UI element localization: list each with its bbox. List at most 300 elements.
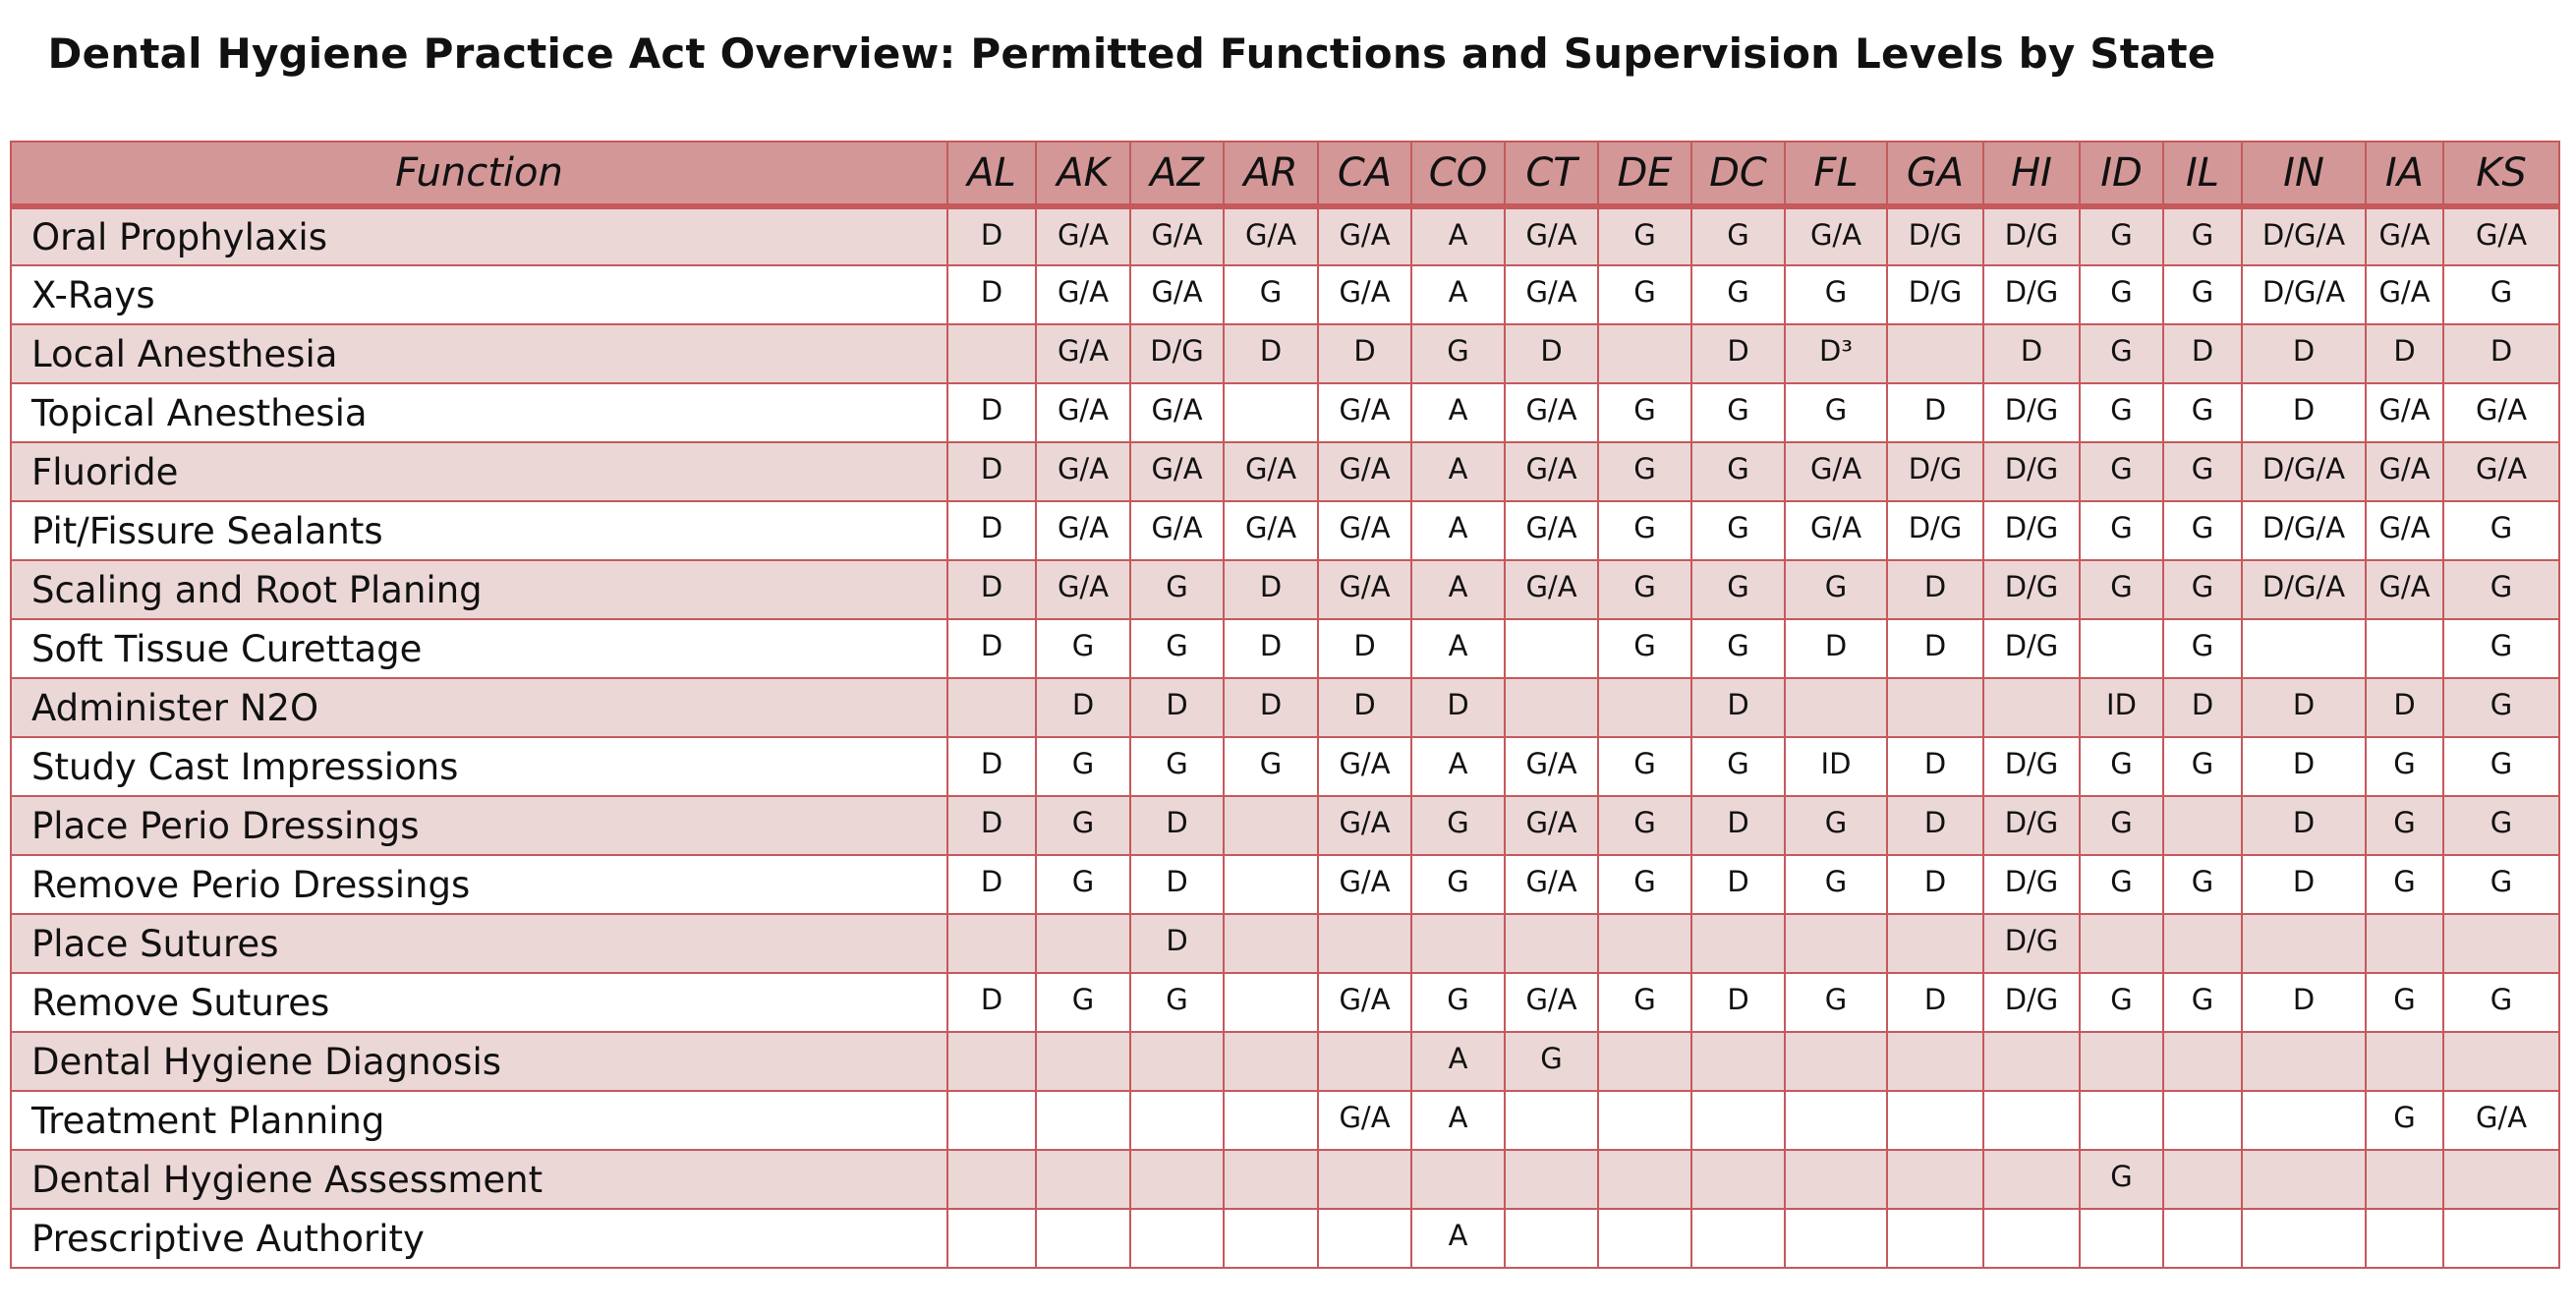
- supervision-cell: [2443, 1032, 2559, 1091]
- supervision-cell: [1983, 1150, 2080, 1209]
- supervision-cell: G: [1598, 796, 1691, 855]
- supervision-cell: G: [2080, 855, 2163, 914]
- supervision-cell: [1598, 678, 1691, 737]
- supervision-cell: G/A: [1224, 206, 1318, 265]
- supervision-cell: G/A: [1318, 383, 1411, 442]
- function-label: Dental Hygiene Assessment: [11, 1150, 947, 1209]
- supervision-cell: [2163, 914, 2242, 973]
- supervision-cell: G: [1785, 796, 1887, 855]
- supervision-cell: G: [1785, 855, 1887, 914]
- table-row: [11, 796, 2559, 855]
- supervision-cell: D: [1887, 737, 1983, 796]
- supervision-cell: [1983, 678, 2080, 737]
- supervision-cell: G/A: [1036, 442, 1130, 501]
- supervision-cell: [1224, 973, 1318, 1032]
- supervision-cell: G/A: [1505, 383, 1598, 442]
- supervision-cell: D: [947, 560, 1036, 619]
- supervision-cell: [2366, 1150, 2443, 1209]
- supervision-cell: G/A: [2366, 206, 2443, 265]
- supervision-cell: D: [1318, 678, 1411, 737]
- supervision-cell: D: [1887, 619, 1983, 678]
- state-column-header: HI: [1983, 142, 2080, 206]
- supervision-cell: G/A: [2366, 442, 2443, 501]
- supervision-cell: G/A: [1318, 442, 1411, 501]
- supervision-cell: G/A: [1318, 501, 1411, 560]
- supervision-cell: G/A: [1318, 737, 1411, 796]
- table-row: [11, 1032, 2559, 1091]
- supervision-cell: G: [1130, 737, 1224, 796]
- supervision-cell: D: [1691, 324, 1785, 383]
- supervision-cell: G: [2080, 737, 2163, 796]
- supervision-cell: [1318, 1150, 1411, 1209]
- supervision-cell: G/A: [1130, 265, 1224, 324]
- supervision-cell: [2242, 1032, 2366, 1091]
- supervision-cell: D/G: [1983, 737, 2080, 796]
- function-label: Remove Perio Dressings: [11, 855, 947, 914]
- supervision-cell: G/A: [1505, 973, 1598, 1032]
- supervision-cell: G: [2443, 501, 2559, 560]
- supervision-cell: G: [1785, 383, 1887, 442]
- supervision-cell: [2242, 1150, 2366, 1209]
- supervision-cell: [1887, 914, 1983, 973]
- supervision-cell: D: [1983, 324, 2080, 383]
- function-label: Soft Tissue Curettage: [11, 619, 947, 678]
- supervision-cell: G/A: [2443, 383, 2559, 442]
- supervision-cell: G/A: [2366, 265, 2443, 324]
- supervision-cell: G: [2366, 796, 2443, 855]
- supervision-cell: G: [1785, 560, 1887, 619]
- supervision-cell: G: [1224, 265, 1318, 324]
- supervision-cell: G: [1785, 265, 1887, 324]
- supervision-cell: G: [2080, 560, 2163, 619]
- supervision-cell: G: [1691, 560, 1785, 619]
- supervision-cell: G: [2366, 855, 2443, 914]
- supervision-cell: D: [1785, 619, 1887, 678]
- supervision-cell: [1130, 1150, 1224, 1209]
- supervision-cell: A: [1411, 206, 1505, 265]
- state-column-header: AL: [947, 142, 1036, 206]
- supervision-cell: D/G/A: [2242, 442, 2366, 501]
- supervision-cell: [1983, 1032, 2080, 1091]
- supervision-cell: G/A: [1224, 442, 1318, 501]
- supervision-cell: G: [2163, 501, 2242, 560]
- supervision-cell: G: [1224, 737, 1318, 796]
- table-row: [11, 737, 2559, 796]
- table-row: [11, 383, 2559, 442]
- supervision-cell: G/A: [1130, 501, 1224, 560]
- supervision-cell: G: [1130, 973, 1224, 1032]
- supervision-cell: [1224, 1150, 1318, 1209]
- supervision-cell: D: [1411, 678, 1505, 737]
- supervision-cell: [1130, 1209, 1224, 1268]
- supervision-cell: D/G: [1983, 383, 2080, 442]
- table-row: [11, 206, 2559, 265]
- supervision-cell: G: [1130, 560, 1224, 619]
- supervision-cell: A: [1411, 1091, 1505, 1150]
- supervision-cell: [1224, 914, 1318, 973]
- supervision-cell: G: [2163, 265, 2242, 324]
- table-row: [11, 678, 2559, 737]
- supervision-cell: [2163, 1091, 2242, 1150]
- supervision-cell: D: [1130, 796, 1224, 855]
- supervision-cell: D: [947, 737, 1036, 796]
- supervision-cell: D/G: [1983, 973, 2080, 1032]
- supervision-cell: [2366, 619, 2443, 678]
- supervision-cell: [1598, 324, 1691, 383]
- supervision-cell: [1691, 1091, 1785, 1150]
- supervision-cell: D/G: [1983, 796, 2080, 855]
- supervision-cell: [1130, 1032, 1224, 1091]
- function-label: Fluoride: [11, 442, 947, 501]
- supervision-cell: G/A: [1318, 855, 1411, 914]
- state-column-header: FL: [1785, 142, 1887, 206]
- supervision-cell: D: [2163, 324, 2242, 383]
- supervision-cell: G: [1598, 619, 1691, 678]
- supervision-cell: [1691, 1209, 1785, 1268]
- supervision-cell: [1036, 1091, 1130, 1150]
- supervision-cell: D: [1691, 796, 1785, 855]
- supervision-cell: G/A: [1130, 442, 1224, 501]
- supervision-cell: [1691, 1150, 1785, 1209]
- supervision-cell: D: [1318, 324, 1411, 383]
- supervision-cell: [1224, 1091, 1318, 1150]
- supervision-cell: D: [2242, 737, 2366, 796]
- supervision-cell: D: [1887, 560, 1983, 619]
- page-title-wrap: [0, 29, 2576, 78]
- supervision-cell: D/G: [1887, 265, 1983, 324]
- table-row: [11, 619, 2559, 678]
- supervision-cell: [2163, 796, 2242, 855]
- function-label: Place Perio Dressings: [11, 796, 947, 855]
- supervision-cell: ID: [1785, 737, 1887, 796]
- supervision-cell: G: [1411, 855, 1505, 914]
- supervision-cell: A: [1411, 501, 1505, 560]
- supervision-cell: D: [2366, 324, 2443, 383]
- supervision-cell: D: [1318, 619, 1411, 678]
- supervision-cell: [2242, 1091, 2366, 1150]
- function-label: X-Rays: [11, 265, 947, 324]
- supervision-cell: [947, 1091, 1036, 1150]
- supervision-cell: [1224, 796, 1318, 855]
- supervision-cell: D: [1691, 678, 1785, 737]
- practice-act-table: [10, 141, 2560, 1269]
- supervision-cell: [1785, 1032, 1887, 1091]
- supervision-cell: G/A: [1036, 560, 1130, 619]
- supervision-cell: [1887, 324, 1983, 383]
- supervision-cell: G/A: [1505, 265, 1598, 324]
- supervision-cell: D: [947, 501, 1036, 560]
- supervision-cell: G/A: [1505, 796, 1598, 855]
- page-title: Dental Hygiene Practice Act Overview: Permitted Functions and Supervision Levels by State: [47, 29, 2216, 78]
- supervision-cell: D: [1224, 324, 1318, 383]
- supervision-cell: G: [2080, 442, 2163, 501]
- supervision-cell: [1318, 1209, 1411, 1268]
- supervision-cell: D: [947, 619, 1036, 678]
- supervision-cell: D: [2242, 383, 2366, 442]
- supervision-cell: G: [2443, 973, 2559, 1032]
- supervision-cell: [2443, 1150, 2559, 1209]
- supervision-cell: G/A: [1505, 442, 1598, 501]
- supervision-cell: A: [1411, 737, 1505, 796]
- table-row: [11, 1209, 2559, 1268]
- supervision-cell: [2443, 1209, 2559, 1268]
- supervision-cell: [1505, 678, 1598, 737]
- supervision-cell: G/A: [2366, 383, 2443, 442]
- supervision-cell: G: [1130, 619, 1224, 678]
- supervision-cell: G: [2163, 560, 2242, 619]
- supervision-cell: G: [1598, 855, 1691, 914]
- supervision-cell: [947, 1209, 1036, 1268]
- supervision-cell: [1411, 914, 1505, 973]
- supervision-cell: G: [1036, 619, 1130, 678]
- supervision-cell: [2080, 1032, 2163, 1091]
- supervision-cell: [2080, 1209, 2163, 1268]
- table-row: [11, 855, 2559, 914]
- supervision-cell: G: [1036, 737, 1130, 796]
- function-label: Place Sutures: [11, 914, 947, 973]
- supervision-cell: G/A: [1036, 501, 1130, 560]
- supervision-cell: D: [947, 265, 1036, 324]
- supervision-cell: A: [1411, 442, 1505, 501]
- supervision-cell: [2366, 914, 2443, 973]
- supervision-cell: D: [947, 442, 1036, 501]
- supervision-cell: [1598, 1209, 1691, 1268]
- supervision-cell: [1785, 1150, 1887, 1209]
- supervision-cell: G/A: [2366, 501, 2443, 560]
- supervision-cell: G: [2080, 796, 2163, 855]
- supervision-cell: D/G: [1887, 501, 1983, 560]
- supervision-cell: D: [1224, 678, 1318, 737]
- supervision-cell: G/A: [2443, 206, 2559, 265]
- table-row: [11, 1150, 2559, 1209]
- supervision-cell: [1036, 1209, 1130, 1268]
- supervision-cell: G: [1411, 796, 1505, 855]
- supervision-cell: D³: [1785, 324, 1887, 383]
- supervision-cell: A: [1411, 1209, 1505, 1268]
- supervision-cell: D: [2242, 796, 2366, 855]
- supervision-cell: G: [1598, 737, 1691, 796]
- state-column-header: DE: [1598, 142, 1691, 206]
- state-column-header: AZ: [1130, 142, 1224, 206]
- supervision-cell: D/G/A: [2242, 265, 2366, 324]
- supervision-cell: [1785, 914, 1887, 973]
- function-column-header: Function: [11, 142, 947, 206]
- supervision-cell: G: [2080, 206, 2163, 265]
- supervision-cell: G: [2080, 973, 2163, 1032]
- supervision-cell: D/G/A: [2242, 560, 2366, 619]
- supervision-cell: D: [1505, 324, 1598, 383]
- supervision-cell: D: [1224, 619, 1318, 678]
- supervision-cell: G: [1691, 501, 1785, 560]
- supervision-cell: G: [2163, 383, 2242, 442]
- function-label: Local Anesthesia: [11, 324, 947, 383]
- supervision-cell: G/A: [1130, 206, 1224, 265]
- supervision-cell: D: [1130, 914, 1224, 973]
- supervision-cell: G: [1598, 206, 1691, 265]
- supervision-cell: G: [1036, 796, 1130, 855]
- supervision-cell: G: [2163, 973, 2242, 1032]
- supervision-cell: G: [1036, 973, 1130, 1032]
- supervision-cell: A: [1411, 383, 1505, 442]
- supervision-cell: D: [2242, 973, 2366, 1032]
- supervision-cell: G: [2080, 383, 2163, 442]
- supervision-cell: [2366, 1209, 2443, 1268]
- state-column-header: IL: [2163, 142, 2242, 206]
- supervision-cell: G/A: [2366, 560, 2443, 619]
- supervision-cell: G: [2443, 678, 2559, 737]
- supervision-cell: G: [2443, 560, 2559, 619]
- state-column-header: IN: [2242, 142, 2366, 206]
- supervision-cell: D/G: [1887, 442, 1983, 501]
- supervision-cell: [1505, 619, 1598, 678]
- supervision-cell: D: [2242, 855, 2366, 914]
- state-column-header: AK: [1036, 142, 1130, 206]
- supervision-cell: D: [1887, 973, 1983, 1032]
- supervision-cell: [2080, 619, 2163, 678]
- supervision-cell: D: [2443, 324, 2559, 383]
- supervision-cell: [1224, 1032, 1318, 1091]
- supervision-cell: [2163, 1209, 2242, 1268]
- supervision-cell: [947, 678, 1036, 737]
- supervision-cell: [2443, 914, 2559, 973]
- table-body: [11, 206, 2559, 1268]
- supervision-cell: D: [1224, 560, 1318, 619]
- supervision-cell: D: [2366, 678, 2443, 737]
- supervision-cell: [2242, 619, 2366, 678]
- supervision-cell: G: [1411, 973, 1505, 1032]
- supervision-cell: G/A: [1318, 560, 1411, 619]
- supervision-cell: G: [1785, 973, 1887, 1032]
- supervision-cell: [1318, 1032, 1411, 1091]
- supervision-cell: D/G: [1983, 560, 2080, 619]
- supervision-cell: G: [1691, 737, 1785, 796]
- supervision-cell: G: [2366, 737, 2443, 796]
- supervision-cell: D/G: [1983, 501, 2080, 560]
- supervision-cell: D: [947, 796, 1036, 855]
- state-column-header: CO: [1411, 142, 1505, 206]
- function-label: Oral Prophylaxis: [11, 206, 947, 265]
- supervision-cell: G/A: [2443, 442, 2559, 501]
- supervision-cell: G: [2366, 973, 2443, 1032]
- supervision-cell: G/A: [1036, 383, 1130, 442]
- function-label: Study Cast Impressions: [11, 737, 947, 796]
- supervision-cell: G/A: [1785, 206, 1887, 265]
- function-label: Prescriptive Authority: [11, 1209, 947, 1268]
- supervision-cell: [1887, 678, 1983, 737]
- supervision-cell: D: [2242, 678, 2366, 737]
- table-row: [11, 265, 2559, 324]
- supervision-cell: D/G: [1983, 855, 2080, 914]
- supervision-cell: [1130, 1091, 1224, 1150]
- supervision-cell: G/A: [2443, 1091, 2559, 1150]
- supervision-cell: G/A: [1318, 796, 1411, 855]
- supervision-cell: D/G: [1983, 442, 2080, 501]
- supervision-cell: [1598, 1150, 1691, 1209]
- supervision-cell: D: [1887, 796, 1983, 855]
- table-row: [11, 442, 2559, 501]
- supervision-cell: G: [1691, 442, 1785, 501]
- supervision-cell: G: [1598, 383, 1691, 442]
- supervision-cell: D/G: [1983, 619, 2080, 678]
- table-row: [11, 501, 2559, 560]
- state-column-header: IA: [2366, 142, 2443, 206]
- state-column-header: KS: [2443, 142, 2559, 206]
- supervision-cell: G: [2080, 265, 2163, 324]
- supervision-cell: [1505, 1209, 1598, 1268]
- state-column-header: GA: [1887, 142, 1983, 206]
- supervision-cell: G: [2163, 737, 2242, 796]
- supervision-cell: D: [2163, 678, 2242, 737]
- supervision-cell: [2163, 1150, 2242, 1209]
- supervision-cell: G: [1691, 619, 1785, 678]
- supervision-cell: A: [1411, 560, 1505, 619]
- supervision-cell: [1785, 678, 1887, 737]
- supervision-cell: D: [1887, 383, 1983, 442]
- state-column-header: CT: [1505, 142, 1598, 206]
- supervision-cell: D/G: [1887, 206, 1983, 265]
- supervision-cell: [1036, 914, 1130, 973]
- supervision-cell: [1224, 855, 1318, 914]
- supervision-cell: D/G: [1130, 324, 1224, 383]
- supervision-cell: D: [1691, 855, 1785, 914]
- supervision-cell: G/A: [1318, 973, 1411, 1032]
- table-row: [11, 914, 2559, 973]
- supervision-cell: G/A: [1036, 265, 1130, 324]
- state-column-header: AR: [1224, 142, 1318, 206]
- table-row: [11, 973, 2559, 1032]
- supervision-cell: G: [1411, 324, 1505, 383]
- table-header-row: [11, 142, 2559, 206]
- supervision-cell: G: [1505, 1032, 1598, 1091]
- supervision-cell: A: [1411, 619, 1505, 678]
- supervision-cell: [1224, 1209, 1318, 1268]
- supervision-cell: [947, 324, 1036, 383]
- supervision-cell: D: [1887, 855, 1983, 914]
- supervision-cell: [1691, 914, 1785, 973]
- state-column-header: DC: [1691, 142, 1785, 206]
- supervision-cell: D: [947, 973, 1036, 1032]
- supervision-cell: [1598, 914, 1691, 973]
- supervision-cell: ID: [2080, 678, 2163, 737]
- supervision-cell: D: [947, 855, 1036, 914]
- supervision-cell: [2242, 1209, 2366, 1268]
- supervision-cell: G: [1691, 206, 1785, 265]
- supervision-cell: [1224, 383, 1318, 442]
- supervision-cell: G: [2443, 265, 2559, 324]
- supervision-cell: D/G/A: [2242, 501, 2366, 560]
- supervision-cell: [1887, 1150, 1983, 1209]
- supervision-cell: G: [1598, 973, 1691, 1032]
- supervision-cell: G: [2443, 737, 2559, 796]
- supervision-cell: [1887, 1091, 1983, 1150]
- function-label: Dental Hygiene Diagnosis: [11, 1032, 947, 1091]
- function-label: Scaling and Root Planing: [11, 560, 947, 619]
- supervision-cell: D/G: [1983, 206, 2080, 265]
- supervision-cell: D: [1036, 678, 1130, 737]
- supervision-cell: G: [1691, 265, 1785, 324]
- table-row: [11, 560, 2559, 619]
- supervision-cell: G: [2163, 619, 2242, 678]
- supervision-cell: D: [947, 206, 1036, 265]
- function-label: Remove Sutures: [11, 973, 947, 1032]
- supervision-cell: G: [1598, 560, 1691, 619]
- supervision-cell: [2080, 1091, 2163, 1150]
- supervision-cell: G: [1598, 265, 1691, 324]
- supervision-cell: [1036, 1150, 1130, 1209]
- supervision-cell: G: [2163, 206, 2242, 265]
- supervision-cell: [1785, 1091, 1887, 1150]
- function-label: Topical Anesthesia: [11, 383, 947, 442]
